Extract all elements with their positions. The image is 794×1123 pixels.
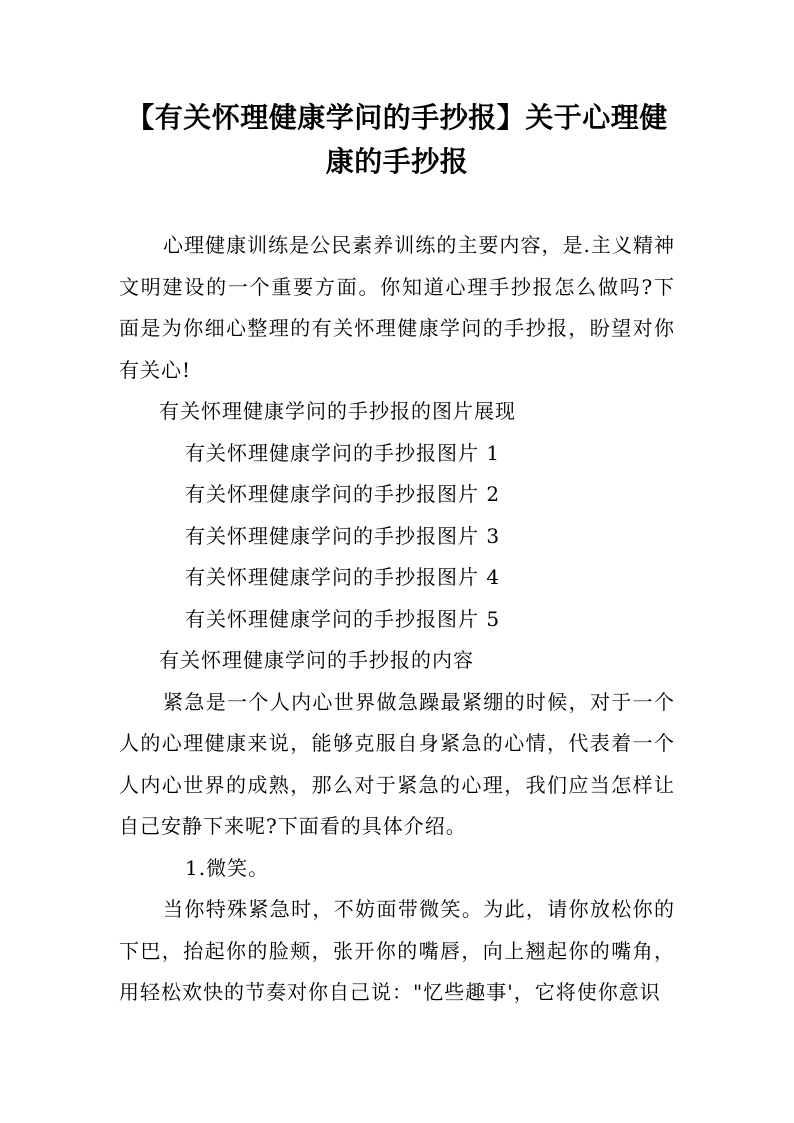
images-heading: 有关怀理健康学问的手抄报的图片展现 <box>159 399 516 423</box>
section-1-paragraph: 当你特殊紧急时，不妨面带微笑。为此，请你放松你的下巴，抬起你的脸颊，张开你的嘴唇，向上翘起你的嘴角，用轻松欢快的节奏对你自己说："忆些趣事'，它将使你意识 <box>119 897 675 1004</box>
image-item: 有关怀理健康学问的手抄报图片 1 <box>185 440 501 465</box>
image-item: 有关怀理健康学问的手抄报图片 2 <box>185 482 501 506</box>
document-body <box>119 225 675 1014</box>
content-heading: 有关怀理健康学问的手抄报的内容 <box>159 648 474 672</box>
image-item: 有关怀理健康学问的手抄报图片 3 <box>185 523 501 548</box>
image-item: 有关怀理健康学问的手抄报图片 4 <box>185 565 501 589</box>
document-title: 【有关怀理健康学问的手抄报】关于心理健康的手抄报 <box>126 101 668 178</box>
intro-paragraph: 心理健康训练是公民素养训练的主要内容，是.主义精神文明建设的一个重要方面。你知道心理手抄报怎么做吗?下面是为你细心整理的有关怀理健康学问的手抄报，盼望对你有关心! <box>119 233 675 382</box>
image-item: 有关怀理健康学问的手抄报图片 5 <box>185 606 501 631</box>
section-1-title: 1.微笑。 <box>185 855 270 880</box>
content-paragraph: 紧急是一个人内心世界做急躁最紧绷的时候，对于一个人的心理健康来说，能够克服自身紧急的心情，代表着一个人内心世界的成熟，那么对于紧急的心理，我们应当怎样让自己安静下来呢?下面看的具体介绍。 <box>119 689 675 838</box>
